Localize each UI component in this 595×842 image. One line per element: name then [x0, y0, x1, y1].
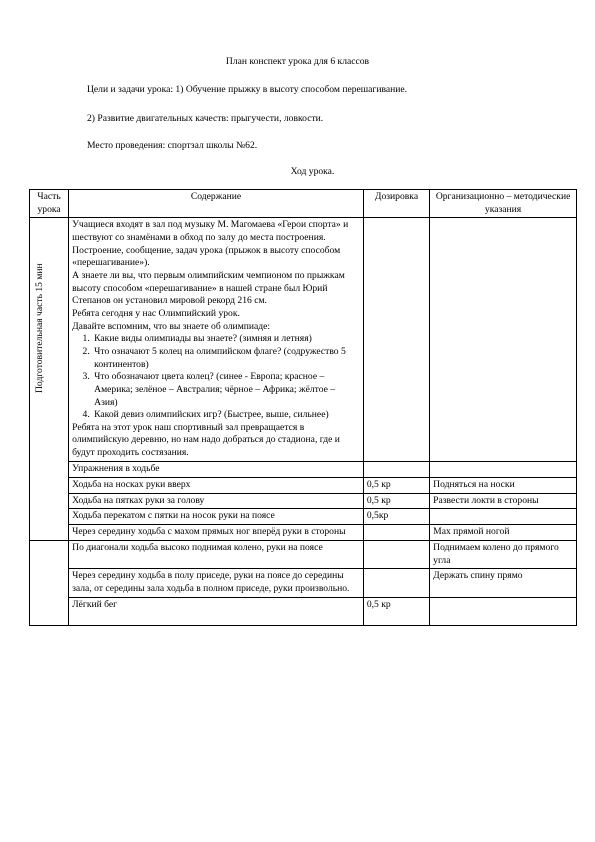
- intro-paragraph: Ребята сегодня у нас Олимпийский урок.: [72, 307, 240, 319]
- dosage-cell: 0,5 кр: [363, 597, 429, 625]
- dosage-cell: [363, 541, 429, 569]
- lesson-goal-2: 2) Развитие двигательных качеств: прыгучести, ловкости.: [87, 113, 324, 124]
- dosage-cell: 0,5 кр: [363, 493, 429, 509]
- header-part: Часть урока: [30, 190, 69, 218]
- content-cell: По диагонали ходьба высоко поднимая колено, руки на поясе: [69, 541, 364, 569]
- questions-list: [72, 333, 360, 422]
- notes-cell: Развести локти в стороны: [430, 493, 577, 509]
- intro-paragraph: Учащиеся входят в зал под музыку М. Магомаева «Герои спорта» и шествуют со знамёнами в обход по залу до места построения.: [72, 219, 349, 243]
- dosage-cell: [363, 569, 429, 597]
- notes-cell: Поднимаем колено до прямого угла: [430, 541, 577, 569]
- list-item: 3. Что обозначают цвета колец? (синее - Европа; красное – Америка; зелёное – Австралия; чёрное – Африка; жёлтое – Азия): [92, 371, 360, 409]
- table-row: [30, 218, 577, 461]
- document-title: План конспект урока для 6 классов: [225, 56, 370, 67]
- dosage-cell: [363, 218, 429, 461]
- list-item: 4. Какой девиз олимпийских игр? (Быстрее, выше, сильнее): [92, 409, 360, 422]
- part-cell: [30, 541, 69, 626]
- table-row: [30, 597, 577, 625]
- dosage-cell: [363, 525, 429, 541]
- header-dosage: Дозировка: [363, 190, 429, 218]
- dosage-cell: 0,5кр: [363, 509, 429, 525]
- notes-cell: Держать спину прямо: [430, 569, 577, 597]
- list-item: 2. Что означают 5 колец на олимпийском флаге? (содружество 5 континентов): [92, 346, 360, 371]
- table-row: [30, 493, 577, 509]
- content-cell: Ходьба на носках руки вверх: [69, 477, 364, 493]
- content-cell: Лёгкий бег: [69, 597, 364, 625]
- notes-cell: [430, 509, 577, 525]
- part-label-preparatory: Подготовительная часть 15 мин: [34, 263, 45, 394]
- content-cell: Ходьба на пятках руки за голову: [69, 493, 364, 509]
- notes-cell: [430, 597, 577, 625]
- intro-paragraph: Построение, сообщение, задач урока (прыжок в высоту способом «перешагивание»).: [72, 244, 341, 269]
- table-row: [30, 525, 577, 541]
- course-heading: Ход урока.: [290, 166, 335, 177]
- table-row: [30, 569, 577, 597]
- table-header-row: [30, 190, 577, 218]
- lesson-goals: Цели и задачи урока: 1) Обучение прыжку в высоту способом перешагивание.: [87, 84, 408, 95]
- intro-paragraph: Давайте вспомним, что вы знаете об олимпиаде:: [72, 320, 271, 332]
- lesson-venue: Место проведения: спортзал школы №62.: [87, 140, 258, 151]
- table-row: [30, 509, 577, 525]
- intro-content: [69, 218, 364, 461]
- notes-cell: [430, 461, 577, 477]
- table-row: [30, 541, 577, 569]
- notes-cell: [430, 218, 577, 461]
- intro-paragraph: Ребята на этот урок наш спортивный зал превращается в олимпийскую деревню, но нам надо добраться до стадиона, где и будут проходить состязания.: [72, 421, 340, 459]
- part-cell: [30, 218, 69, 541]
- content-cell: Упражнения в ходьбе: [69, 461, 364, 477]
- content-cell: Через середину ходьба с махом прямых ног вперёд руки в стороны: [69, 525, 364, 541]
- dosage-cell: 0,5 кр: [363, 477, 429, 493]
- intro-paragraph: А знаете ли вы, что первым олимпийским чемпионом по прыжкам высоту способом «перешагивание» в нашей стране был Юрий Степанов он установил мировой рекорд 216 см.: [72, 269, 345, 307]
- header-content: Содержание: [69, 190, 364, 218]
- lesson-plan-table: [29, 189, 577, 626]
- notes-cell: Подняться на носки: [430, 477, 577, 493]
- content-cell: Через середину ходьба в полу приседе, руки на поясе до середины зала, от середины зала ходьба в полном приседе, руки произвольно.: [69, 569, 364, 597]
- content-cell: Ходьба перекатом с пятки на носок руки на поясе: [69, 509, 364, 525]
- list-item: 1. Какие виды олимпиады вы знаете? (зимняя и летняя): [92, 333, 360, 346]
- dosage-cell: [363, 461, 429, 477]
- notes-cell: Мах прямой ногой: [430, 525, 577, 541]
- header-notes: Организационно – методические указания: [430, 190, 577, 218]
- table-row: [30, 477, 577, 493]
- table-row: [30, 461, 577, 477]
